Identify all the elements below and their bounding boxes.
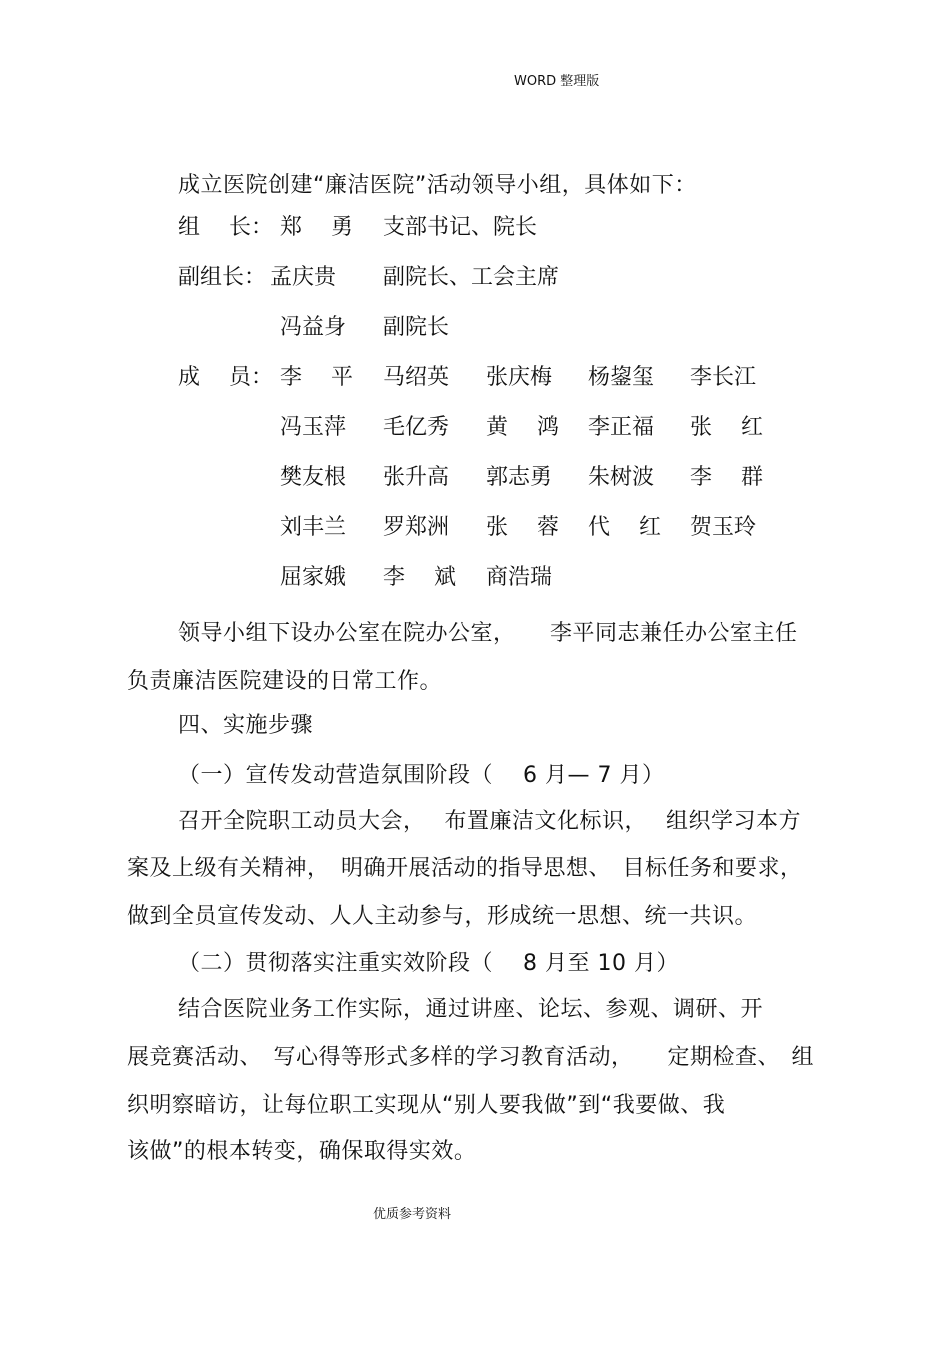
member-name: 马绍英 bbox=[383, 365, 450, 390]
member-name: 冯玉萍 bbox=[280, 415, 347, 440]
member-name: 黄 鸿 bbox=[486, 415, 559, 440]
office-line-1b: 李平同志兼任办公室主任 bbox=[550, 621, 798, 646]
phase-2-paragraph-line: 展竞赛活动、 写心得等形式多样的学习教育活动， 定期检查、 组 bbox=[127, 1045, 815, 1070]
member-name: 商浩瑞 bbox=[486, 565, 553, 590]
member-name: 屈家娥 bbox=[280, 565, 347, 590]
phase-2-heading: （二）贯彻落实注重实效阶段（ 8 月至 10 月） bbox=[178, 951, 679, 976]
section-heading: 四、实施步骤 bbox=[178, 713, 314, 738]
member-name: 李 平 bbox=[280, 365, 353, 390]
phase-2-paragraph-line: 织明察暗访，让每位职工实现从“别人要我做”到“我要做、我 bbox=[127, 1093, 726, 1118]
deputy-title: 副院长 bbox=[383, 315, 450, 340]
member-name: 罗郑洲 bbox=[383, 515, 450, 540]
member-name: 张 蓉 bbox=[486, 515, 559, 540]
member-name: 毛亿秀 bbox=[383, 415, 450, 440]
phase-1-heading: （一）宣传发动营造氛围阶段（ 6 月— 7 月） bbox=[178, 763, 665, 788]
member-name: 张庆梅 bbox=[486, 365, 553, 390]
phase-1-paragraph-line: 召开全院职工动员大会， 布置廉洁文化标识， 组织学习本方 bbox=[178, 809, 801, 834]
member-name: 李 斌 bbox=[383, 565, 456, 590]
page-footer: 优质参考资料 bbox=[373, 1207, 452, 1222]
leader-name: 郑 勇 bbox=[280, 215, 353, 240]
phase-1-paragraph-line: 做到全员宣传发动、人人主动参与，形成统一思想、统一共识。 bbox=[127, 904, 758, 929]
member-name: 贺玉玲 bbox=[690, 515, 757, 540]
leader-title: 支部书记、院长 bbox=[383, 215, 538, 240]
deputy-name: 孟庆贵 bbox=[270, 265, 337, 290]
deputy-name: 冯益身 bbox=[280, 315, 347, 340]
office-line-1a: 领导小组下设办公室在院办公室， bbox=[178, 621, 516, 646]
office-line-2: 负责廉洁医院建设的日常工作。 bbox=[127, 669, 443, 694]
member-name: 张 红 bbox=[690, 415, 763, 440]
deputy-title: 副院长、工会主席 bbox=[383, 265, 560, 290]
members-label: 成 员： bbox=[178, 365, 273, 390]
leader-label: 组 长： bbox=[178, 215, 273, 240]
intro-paragraph: 成立医院创建“廉洁医院”活动领导小组，具体如下： bbox=[178, 173, 697, 198]
member-name: 张升高 bbox=[383, 465, 450, 490]
member-name: 朱树波 bbox=[588, 465, 655, 490]
phase-1-paragraph-line: 案及上级有关精神， 明确开展活动的指导思想、 目标任务和要求， bbox=[127, 856, 803, 881]
member-name: 代 红 bbox=[588, 515, 661, 540]
member-name: 刘丰兰 bbox=[280, 515, 347, 540]
member-name: 李 群 bbox=[690, 465, 763, 490]
member-name: 郭志勇 bbox=[486, 465, 553, 490]
phase-2-paragraph-line: 结合医院业务工作实际，通过讲座、论坛、参观、调研、开 bbox=[178, 997, 764, 1022]
deputy-label: 副组长： bbox=[178, 265, 267, 290]
page-header: WORD 整理版 bbox=[514, 74, 600, 89]
phase-2-paragraph-line: 该做”的根本转变，确保取得实效。 bbox=[127, 1139, 477, 1164]
member-name: 杨鋆玺 bbox=[588, 365, 655, 390]
member-name: 李长江 bbox=[690, 365, 757, 390]
member-name: 李正福 bbox=[588, 415, 655, 440]
member-name: 樊友根 bbox=[280, 465, 347, 490]
